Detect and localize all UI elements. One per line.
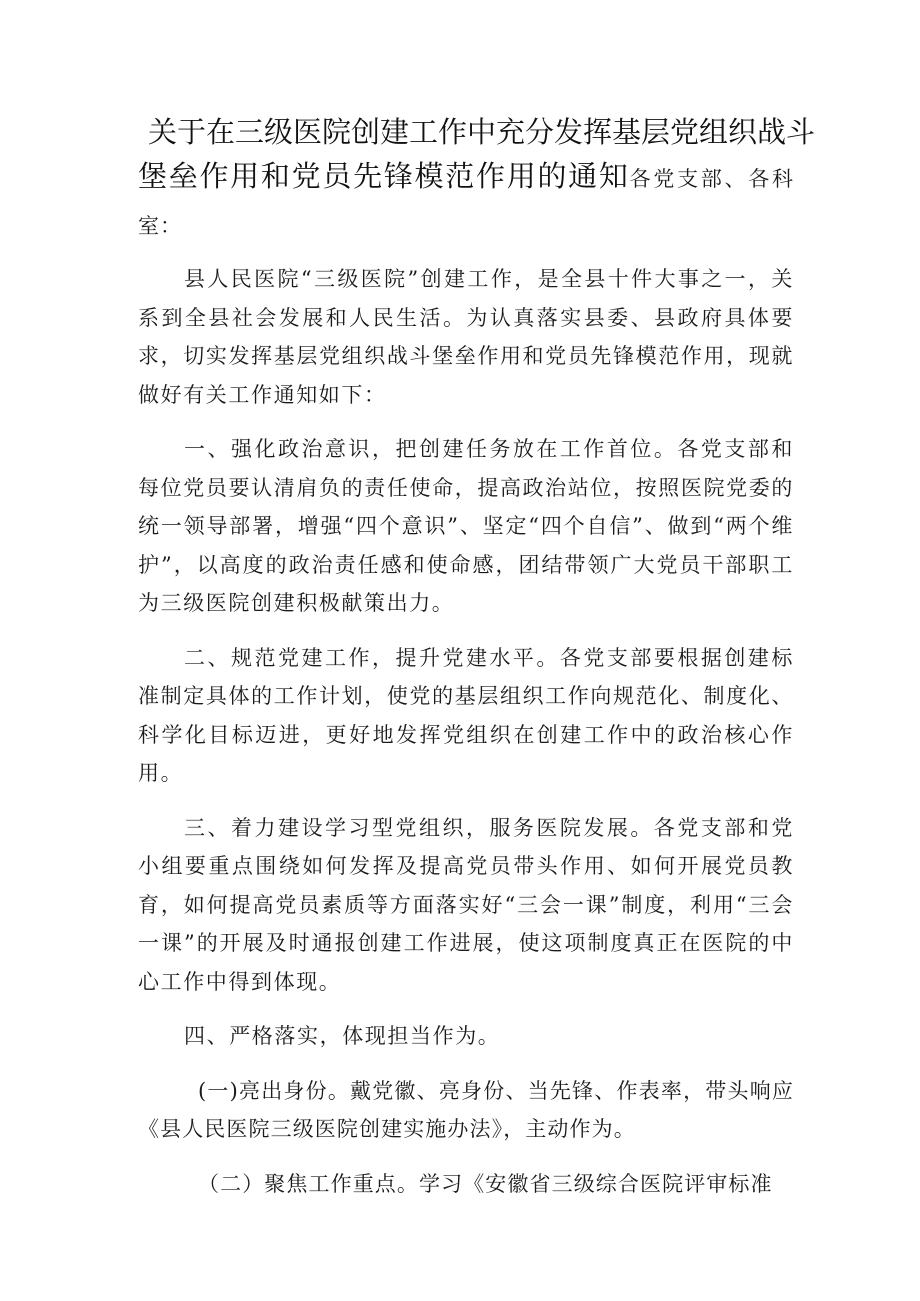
document-body bbox=[138, 110, 816, 1203]
title-line-2: 堡垒作用和党员先锋模范作用的通知 bbox=[138, 159, 630, 193]
salutation: 各党支部、各科室： bbox=[138, 167, 794, 238]
title-line-1: 关于在三级医院创建工作中充分发挥基层党组织战斗 bbox=[148, 115, 816, 149]
subsection-1-paragraph: (一)亮出身份。戴党徽、亮身份、当先锋、作表率，带头响应《县人民医院三级医院创建实施办法》，主动作为。 bbox=[138, 1078, 794, 1141]
intro-paragraph: 县人民医院“三级医院”创建工作，是全县十件大事之一，关系到全县社会发展和人民生活。为认真落实县委、县政府具体要求，切实发挥基层党组织战斗堡垒作用和党员先锋模范作用，现就做好有关工作通知如下： bbox=[138, 267, 794, 407]
subsection-2-paragraph: （二）聚焦工作重点。学习《安徽省三级综合医院评审标准 bbox=[198, 1171, 773, 1196]
section-3-paragraph: 三、着力建设学习型党组织，服务医院发展。各党支部和党小组要重点围绕如何发挥及提高党员带头作用、如何开展党员教育，如何提高党员素质等方面落实好“三会一课”制度，利用“三会一课”的开展及时通报创建工作进展，使这项制度真正在医院的中心工作中得到体现。 bbox=[138, 815, 794, 994]
section-4-heading: 四、严格落实，体现担当作为。 bbox=[184, 1024, 501, 1048]
section-1-paragraph: 一、强化政治意识，把创建任务放在工作首位。各党支部和每位党员要认清肩负的责任使命，提高政治站位，按照医院党委的统一领导部署，增强“四个意识”、坚定“四个自信”、做到“两个维护”，以高度的政治责任感和使命感，团结带领广大党员干部职工为三级医院创建积极献策出力。 bbox=[138, 437, 794, 615]
section-2-paragraph: 二、规范党建工作，提升党建水平。各党支部要根据创建标准制定具体的工作计划，使党的基层组织工作向规范化、制度化、科学化目标迈进，更好地发挥党组织在创建工作中的政治核心作用。 bbox=[138, 645, 794, 785]
document-title bbox=[138, 110, 816, 248]
